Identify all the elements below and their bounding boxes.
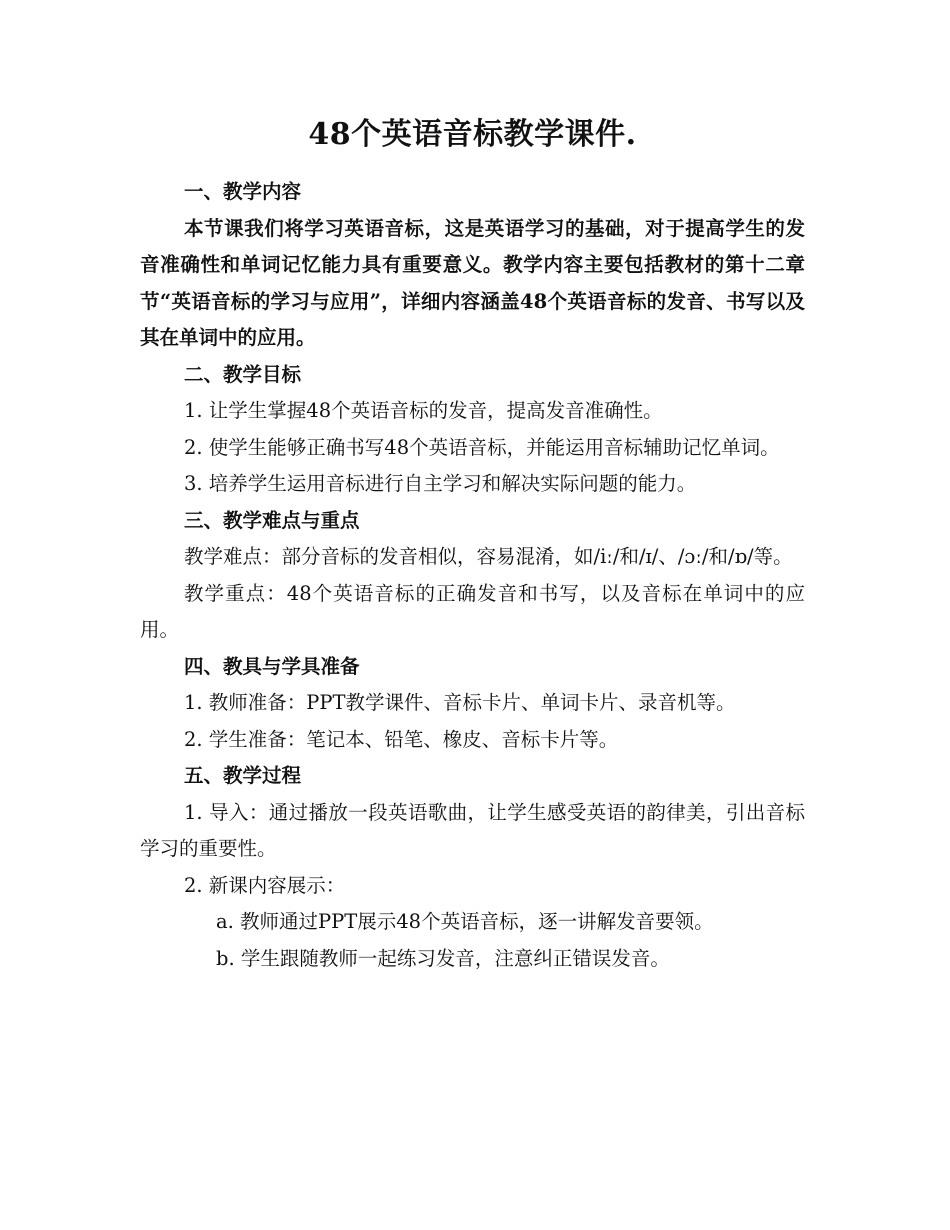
section-heading-content: 一、教学内容 [184,180,302,203]
section-heading-process: 五、教学过程 [184,764,302,787]
material-item: 2. 学生准备：笔记本、铅笔、橡皮、音标卡片等。 [184,727,619,751]
section-heading-materials: 四、教具与学具准备 [184,654,360,678]
section-heading-difficulties: 三、教学难点与重点 [184,508,360,532]
process-subitem: b. 学生跟随教师一起练习发音，注意纠正错误发音。 [216,946,670,970]
difficulty-paragraph: 教学难点：部分音标的发音相似，容易混淆，如/iː/和/ɪ/、/ɔː/和/ɒ/等。 [184,545,793,568]
process-subitem: a. 教师通过PPT展示48个英语音标，逐一讲解发音要领。 [216,910,714,933]
objective-item: 3. 培养学生运用音标进行自主学习和解决实际问题的能力。 [184,472,697,495]
objective-item: 1. 让学生掌握48个英语音标的发音，提高发音准确性。 [184,399,663,422]
process-item: 1. 导入：通过播放一段英语歌曲，让学生感受英语的韵律美，引出音标学习的重要性。 [140,800,805,860]
focus-paragraph: 教学重点：48个英语音标的正确发音和书写，以及音标在单词中的应用。 [140,581,805,641]
document-page [140,112,805,977]
objective-item: 2. 使学生能够正确书写48个英语音标，并能运用音标辅助记忆单词。 [184,435,780,459]
document-title: 48个英语音标教学课件. [308,117,637,152]
process-item: 2. 新课内容展示： [184,873,346,897]
section-heading-objectives: 二、教学目标 [184,362,302,386]
content-paragraph: 本节课我们将学习英语音标，这是英语学习的基础，对于提高学生的发音准确性和单词记忆能力具有重要意义。教学内容主要包括教材的第十二章节“英语音标的学习与应用”，详细内容涵盖48个英语音标的发音、书写以及其在单词中的应用。 [140,216,805,349]
material-item: 1. 教师准备：PPT教学课件、音标卡片、单词卡片、录音机等。 [184,691,736,714]
